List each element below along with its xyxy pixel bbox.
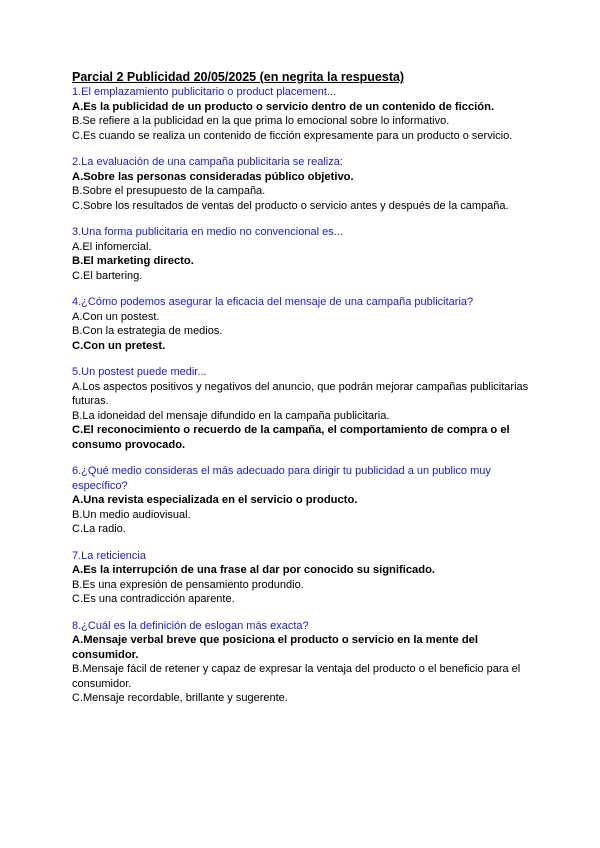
answer-option: A.Con un postest.	[72, 310, 160, 323]
page-title: Parcial 2 Publicidad 20/05/2025 (en negrita la respuesta)	[72, 70, 405, 84]
question-text: 6.¿Qué medio consideras el más adecuado para dirigir tu publicidad a un publico muy específico?	[72, 465, 491, 492]
question-block	[72, 155, 532, 213]
correct-answer-option: C.El reconocimiento o recuerdo de la campaña, el comportamiento de compra o el consumo provocado.	[72, 424, 510, 451]
answer-option: B.Sobre el presupuesto de la campaña.	[72, 185, 266, 197]
answer-option: B.Mensaje fácil de retener y capaz de expresar la ventaja del producto o el beneficio para el consumidor.	[72, 663, 521, 690]
question-text: 2.La evaluación de una campaña publicitaria se realiza:	[72, 156, 343, 168]
correct-answer-option: A.Mensaje verbal breve que posiciona el producto o servicio en la mente del consumidor.	[72, 634, 478, 661]
question-block	[72, 464, 532, 537]
document-page	[72, 70, 532, 718]
correct-answer-option: A.Es la publicidad de un producto o servicio dentro de un contenido de ficción.	[72, 100, 495, 113]
answer-option: B.Es una expresión de pensamiento produndio.	[72, 578, 304, 591]
answer-option: A.El infomercial.	[72, 240, 152, 253]
answer-option: B.La idoneidad del mensaje difundido en la campaña publicitaria.	[72, 409, 390, 422]
question-block	[72, 619, 532, 706]
correct-answer-option: A.Una revista especializada en el servicio o producto.	[72, 494, 358, 506]
answer-option: C.Sobre los resultados de ventas del producto o servicio antes y después de la campaña.	[72, 199, 509, 212]
answer-option: C.Es cuando se realiza un contenido de ficción expresamente para un producto o servicio.	[72, 129, 513, 142]
answer-option: C.El bartering.	[72, 269, 143, 282]
answer-option: B.Un medio audiovisual.	[72, 508, 191, 521]
answer-option: C.Es una contradicción aparente.	[72, 593, 235, 605]
question-text: 1.El emplazamiento publicitario o product placement...	[72, 86, 337, 98]
correct-answer-option: C.Con un pretest.	[72, 339, 166, 352]
question-text: 7.La reticiencia	[72, 549, 146, 562]
correct-answer-option: B.El marketing directo.	[72, 255, 194, 267]
answer-option: B.Con la estrategia de medios.	[72, 325, 223, 337]
answer-option: C.Mensaje recordable, brillante y sugerente.	[72, 692, 288, 704]
question-block	[72, 295, 532, 353]
question-block	[72, 549, 532, 607]
correct-answer-option: A.Es la interrupción de una frase al dar por conocido su significado.	[72, 564, 436, 576]
question-text: 8.¿Cuál es la definición de eslogan más exacta?	[72, 619, 309, 632]
answer-option: C.La radio.	[72, 523, 126, 535]
answer-option: A.Los aspectos positivos y negativos del anuncio, que podrán mejorar campañas publicitarias futuras.	[72, 380, 529, 407]
question-text: 5.Un postest puede medir...	[72, 366, 207, 378]
question-block	[72, 365, 532, 452]
correct-answer-option: A.Sobre las personas consideradas público objetivo.	[72, 170, 354, 183]
question-list	[72, 85, 532, 706]
question-text: 3.Una forma publicitaria en medio no convencional es...	[72, 226, 343, 238]
question-block	[72, 225, 532, 283]
answer-option: B.Se refiere a la publicidad en la que prima lo emocional sobre lo informativo.	[72, 115, 450, 127]
question-block	[72, 85, 532, 143]
question-text: 4.¿Cómo podemos asegurar la eficacia del mensaje de una campaña publicitaria?	[72, 296, 474, 308]
